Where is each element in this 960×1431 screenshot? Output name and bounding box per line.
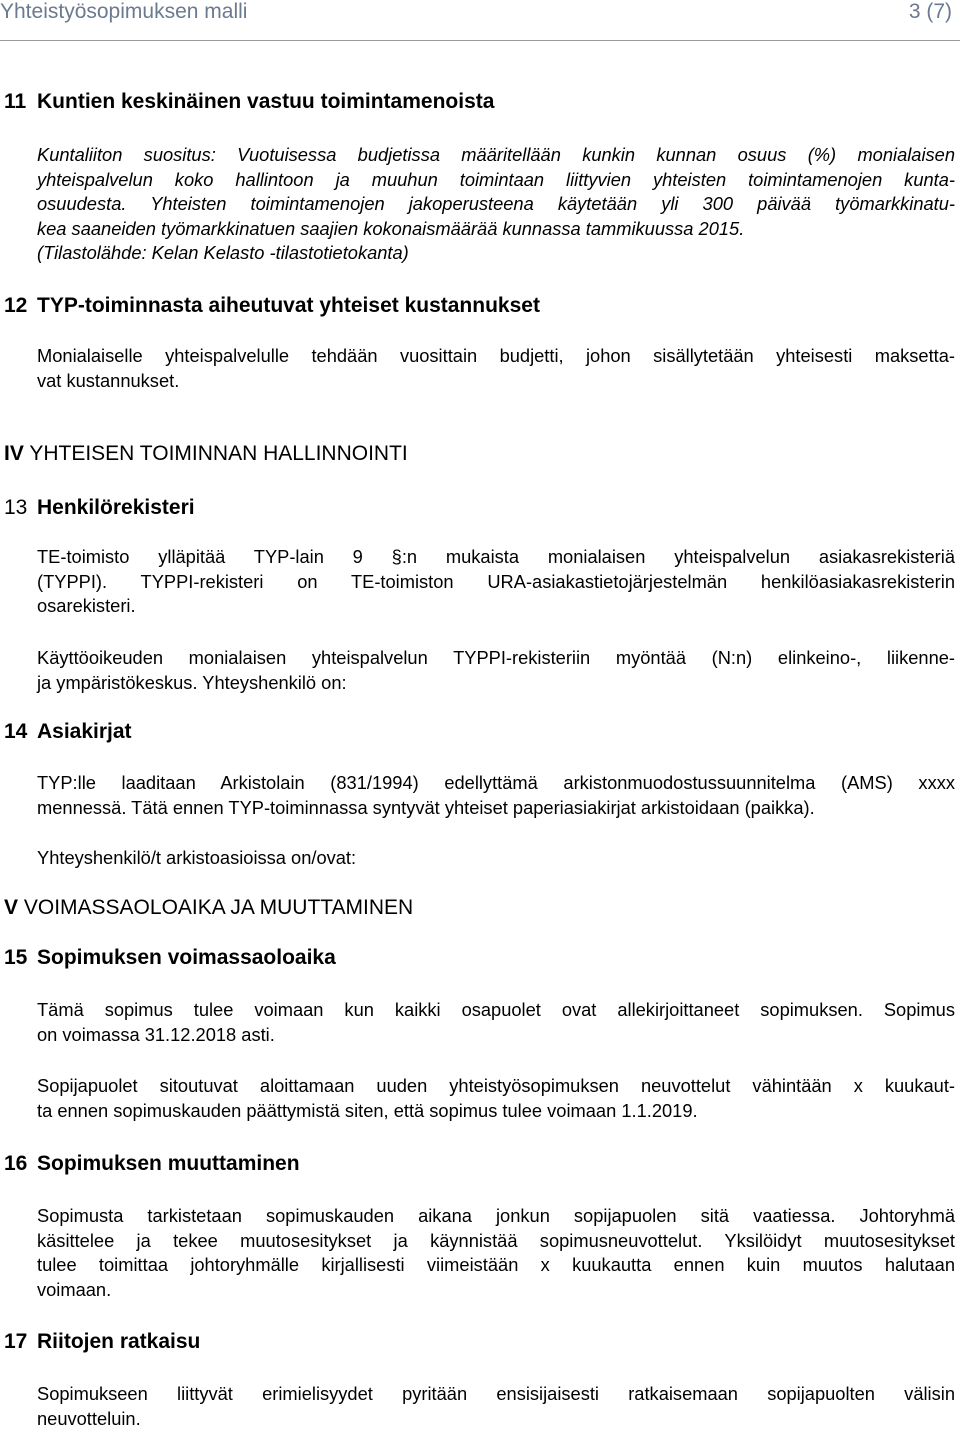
part-roman-numeral: IV <box>4 442 24 465</box>
text-line: on voimassa 31.12.2018 asti. <box>37 1023 955 1048</box>
section-16-paragraph <box>37 1204 955 1302</box>
text-line: Käyttöoikeuden monialaisen yhteispalvelun TYPPI-rekisteriin myöntää (N:n) elinkeino-, liikenne- <box>37 646 955 671</box>
text-line: Yhteyshenkilö/t arkistoasioissa on/ovat: <box>37 846 955 871</box>
text-line: Sopijapuolet sitoutuvat aloittamaan uuden yhteistyösopimuksen neuvottelut vähintään x kuukaut- <box>37 1074 955 1099</box>
section-number: 15 <box>4 946 37 970</box>
section-11-paragraph <box>37 143 955 266</box>
section-13-heading <box>4 496 195 520</box>
part-v-heading <box>4 896 413 920</box>
section-number: 12 <box>4 294 37 318</box>
text-line: Sopimukseen liittyvät erimielisyydet pyritään ensisijaisesti ratkaisemaan sopijapuolten välisin <box>37 1382 955 1407</box>
section-title: Sopimuksen voimassaoloaika <box>37 946 336 969</box>
text-line: osarekisteri. <box>37 594 955 619</box>
text-line: (TYPPI). TYPPI-rekisteri on TE-toimiston URA-asiakastietojärjestelmän henkilöasiakasrekisterin <box>37 570 955 595</box>
part-roman-numeral: V <box>4 896 18 919</box>
section-17-heading <box>4 1330 200 1354</box>
section-14-paragraph-2 <box>37 846 955 871</box>
text-line: TYP:lle laaditaan Arkistolain (831/1994) edellyttämä arkistonmuodostussuunnitelma (AMS) xxxx <box>37 771 955 796</box>
section-17-paragraph <box>37 1382 955 1431</box>
part-iv-heading <box>4 442 408 466</box>
section-12-paragraph <box>37 344 955 393</box>
text-line: neuvotteluin. <box>37 1407 955 1431</box>
section-15-paragraph-1 <box>37 998 955 1047</box>
text-line: Monialaiselle yhteispalvelulle tehdään vuosittain budjetti, johon sisällytetään yhteisesti maksetta- <box>37 344 955 369</box>
text-line: Sopimusta tarkistetaan sopimuskauden aikana jonkun sopijapuolen sitä vaatiessa. Johtoryhmä <box>37 1204 955 1229</box>
text-line: ja ympäristökeskus. Yhteyshenkilö on: <box>37 671 955 696</box>
text-line: (Tilastolähde: Kelan Kelasto -tilastotietokanta) <box>37 241 955 266</box>
section-title: Riitojen ratkaisu <box>37 1330 200 1353</box>
text-line: TE-toimisto ylläpitää TYP-lain 9 §:n mukaista monialaisen yhteispalvelun asiakasrekisteriä <box>37 545 955 570</box>
text-line: vat kustannukset. <box>37 369 955 394</box>
section-16-heading <box>4 1152 300 1176</box>
page-header <box>0 0 960 41</box>
section-title: Henkilörekisteri <box>37 496 195 519</box>
section-14-heading <box>4 720 132 744</box>
text-line: Kuntaliiton suositus: Vuotuisessa budjetissa määritellään kunkin kunnan osuus (%) monialaisen <box>37 143 955 168</box>
text-line: Tämä sopimus tulee voimaan kun kaikki osapuolet ovat allekirjoittaneet sopimuksen. Sopimus <box>37 998 955 1023</box>
section-13-paragraph-1 <box>37 545 955 619</box>
text-line: ta ennen sopimuskauden päättymistä siten, että sopimus tulee voimaan 1.1.2019. <box>37 1099 955 1124</box>
text-line: kea saaneiden työmarkkinatuen saajien kokonaismäärää kunnassa tammikuussa 2015. <box>37 217 955 242</box>
section-14-paragraph-1 <box>37 771 955 820</box>
part-title: VOIMASSAOLOAIKA JA MUUTTAMINEN <box>24 896 413 919</box>
text-line: käsittelee ja tekee muutosesitykset ja käynnistää sopimusneuvottelut. Yksilöidyt muutosesitykset <box>37 1229 955 1254</box>
text-line: osuudesta. Yhteisten toimintamenojen jakoperusteena käytetään yli 300 päivää työmarkkinatu- <box>37 192 955 217</box>
text-line: voimaan. <box>37 1278 955 1303</box>
section-title: Asiakirjat <box>37 720 132 743</box>
section-title: Sopimuksen muuttaminen <box>37 1152 300 1175</box>
document-title: Yhteistyösopimuksen malli <box>0 0 247 24</box>
section-number: 17 <box>4 1330 37 1354</box>
text-line: yhteispalvelun koko hallintoon ja muuhun toimintaan liittyvien yhteisten toimintamenojen kunta- <box>37 168 955 193</box>
section-title: Kuntien keskinäinen vastuu toimintamenoista <box>37 90 494 113</box>
text-line: mennessä. Tätä ennen TYP-toiminnassa syntyvät yhteiset paperiasiakirjat arkistoidaan (paikka). <box>37 796 955 821</box>
section-number: 13 <box>4 496 37 520</box>
section-title: TYP-toiminnasta aiheutuvat yhteiset kustannukset <box>37 294 540 317</box>
section-number: 11 <box>4 90 37 114</box>
section-number: 16 <box>4 1152 37 1176</box>
part-title: YHTEISEN TOIMINNAN HALLINNOINTI <box>29 442 407 465</box>
section-15-heading <box>4 946 336 970</box>
section-13-paragraph-2 <box>37 646 955 695</box>
section-11-heading <box>4 90 494 114</box>
section-number: 14 <box>4 720 37 744</box>
text-line: tulee toimittaa johtoryhmälle kirjallisesti viimeistään x kuukautta ennen kuin muutos halutaan <box>37 1253 955 1278</box>
section-12-heading <box>4 294 540 318</box>
page-number: 3 (7) <box>909 0 952 24</box>
section-15-paragraph-2 <box>37 1074 955 1123</box>
